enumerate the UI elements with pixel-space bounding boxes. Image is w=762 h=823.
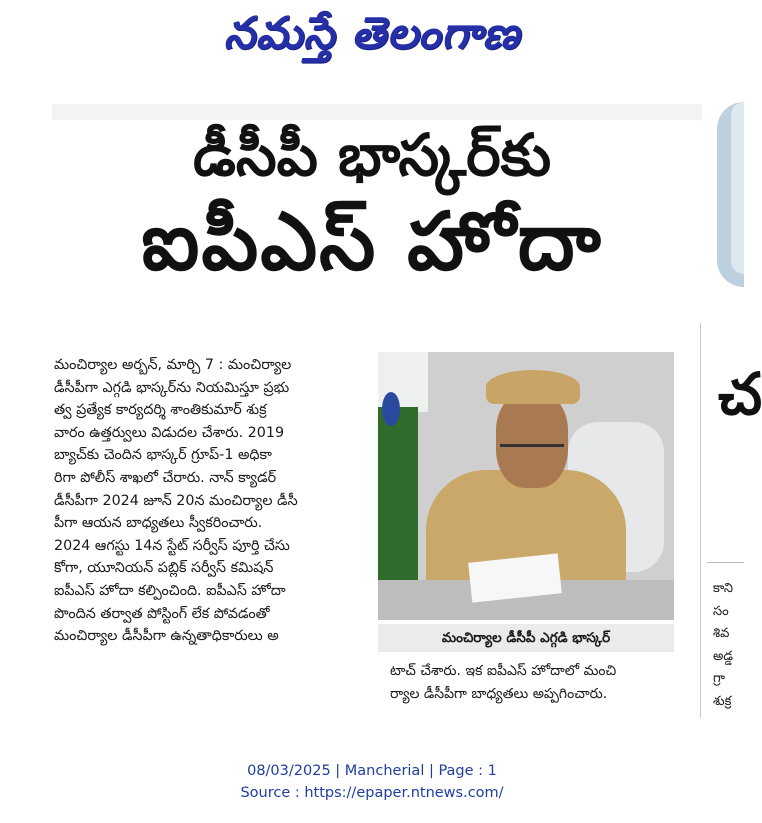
- body-line: పీగా ఆయన బాధ్యతలు స్వీకరించారు.: [54, 515, 263, 532]
- adjacent-line: సం: [713, 603, 729, 619]
- officer-photo: [378, 352, 674, 620]
- newspaper-masthead: [0, 0, 744, 70]
- body-line: మంచిర్యాల అర్బన్, మార్చి 7 : మంచిర్యాల: [54, 357, 292, 373]
- headline-line-1: డీసీపీ భాస్కర్‌కు: [192, 121, 552, 189]
- article-continuation: [390, 660, 680, 705]
- police-cap-shape: [486, 370, 580, 404]
- body-line: పొందిన తర్వాత పోస్టింగ్ లేక పోవడంతో: [54, 605, 270, 622]
- glasses-shape: [500, 430, 564, 447]
- flag-chakra-icon: [382, 392, 400, 426]
- column-divider: [700, 323, 701, 718]
- body-line: మంచిర్యాల డీసీపీగా ఉన్నతాధికారులు అ: [54, 628, 279, 645]
- masthead-title: నమస్తే తెలంగాణ: [223, 8, 521, 59]
- continuation-line: ర్యాల డీసీపీగా బాధ్యతలు అప్పగించారు.: [390, 685, 608, 702]
- article-body: [54, 354, 370, 648]
- adjacent-rule: [707, 562, 744, 563]
- article-headline: [52, 118, 692, 292]
- footer-source-line[interactable]: Source : https://epaper.ntnews.com/: [240, 785, 504, 801]
- body-line: డీసీపీగా 2024 జూన్ 20న మంచిర్యాల డీసీ: [54, 492, 298, 509]
- footer-date-line: 08/03/2025 | Mancherial | Page : 1: [247, 763, 497, 779]
- body-line: త్వ ప్రత్యేక కార్యదర్శి శాంతికుమార్ శుక్ర: [54, 402, 267, 419]
- body-line: ఐపీఎస్ హోదా కల్పించింది. ఐపీఎస్ హోదా: [54, 582, 286, 599]
- body-line: బ్యాచ్‌కు చెందిన భాస్కర్ గ్రూప్-1 అధికా: [54, 447, 272, 464]
- body-line: డీసీపీగా ఎగ్గడి భాస్కర్‌ను నియమిస్తూ ప్రభు: [54, 379, 290, 396]
- page-footer: [0, 760, 744, 804]
- adjacent-line: అడ్డ: [713, 648, 734, 664]
- adjacent-article-column: [713, 578, 744, 714]
- headline-line-2: ఐపీఎస్ హోదా: [141, 195, 603, 288]
- body-line: 2024 ఆగస్టు 14న స్టేట్ సర్వీస్ పూర్తి చేసు: [54, 537, 290, 554]
- body-line: రిగా పోలీస్ శాఖలో చేరారు. నాన్ క్యాడర్: [54, 469, 277, 486]
- body-line: వారం ఉత్తర్వులు విడుదల చేశారు. 2019: [54, 424, 285, 441]
- body-line: కోగా, యూనియన్ పబ్లిక్ సర్వీస్ కమిషన్: [54, 560, 274, 577]
- photo-caption: మంచిర్యాల డీసీపీ ఎగ్గడి భాస్కర్: [378, 624, 674, 652]
- adjacent-headline-fragment: చ: [718, 360, 762, 428]
- adjacent-line: శుక్ర: [713, 693, 732, 709]
- adjacent-line: గ్రా: [713, 671, 725, 687]
- adjacent-line: శివ: [713, 626, 730, 642]
- continuation-line: టాచ్ చేశారు. ఇక ఐపీఎస్ హోదాలో మంచి: [390, 663, 617, 679]
- adjacent-line: కాని: [713, 581, 733, 596]
- adjacent-image-inner: [731, 102, 744, 274]
